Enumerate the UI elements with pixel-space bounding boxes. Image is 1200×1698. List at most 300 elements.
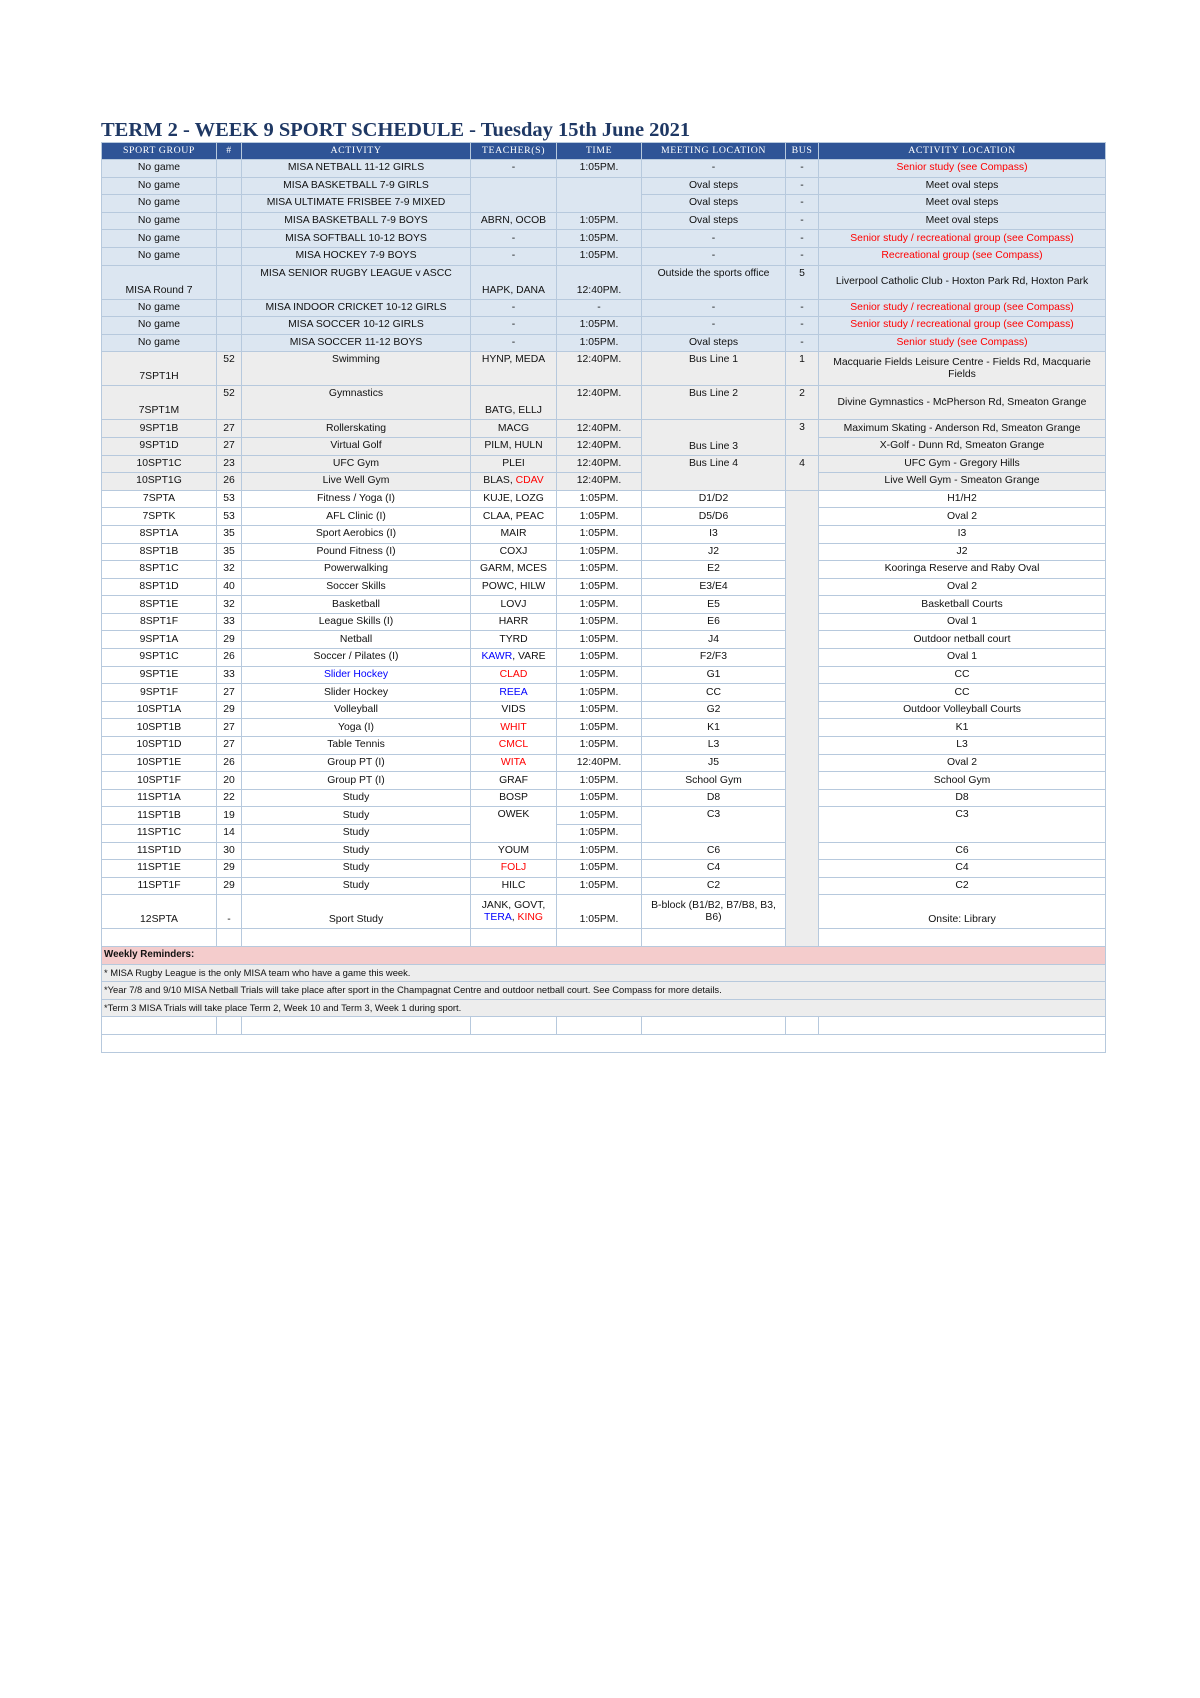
- empty-cell: [242, 1017, 471, 1035]
- time-cell: 1:05PM.: [557, 807, 642, 825]
- teacher-cell: GRAF: [471, 772, 557, 790]
- activity-cell: Yoga (I): [242, 719, 471, 737]
- sport-group-cell: 9SPT1D: [102, 437, 217, 455]
- teacher-cell: HILC: [471, 877, 557, 895]
- sport-group-cell: 8SPT1D: [102, 578, 217, 596]
- meeting-cell: E5: [642, 596, 786, 614]
- count-cell: 14: [217, 825, 242, 843]
- reminder-note: *Term 3 MISA Trials will take place Term 2, Week 10 and Term 3, Week 1 during sport.: [102, 999, 1106, 1017]
- time-cell: 1:05PM.: [557, 684, 642, 702]
- teacher-cell: LOVJ: [471, 596, 557, 614]
- teacher-code: JANK, GOVT,: [481, 899, 546, 911]
- meeting-cell: CC: [642, 684, 786, 702]
- table-row: [102, 525, 1106, 543]
- activity-location-cell: Kooringa Reserve and Raby Oval: [819, 561, 1106, 579]
- count-cell: 40: [217, 578, 242, 596]
- table-row: [102, 543, 1106, 561]
- table-row: [102, 473, 1106, 491]
- meeting-cell: -: [642, 230, 786, 248]
- table-row: [102, 877, 1106, 895]
- activity-cell: Basketball: [242, 596, 471, 614]
- activity-cell: Slider Hockey: [242, 666, 471, 684]
- time-cell: 1:05PM.: [557, 842, 642, 860]
- meeting-cell: C4: [642, 860, 786, 878]
- count-cell: -: [217, 895, 242, 929]
- count-cell: 52: [217, 386, 242, 420]
- table-row: [102, 317, 1106, 335]
- time-cell: 1:05PM.: [557, 543, 642, 561]
- activity-location-cell: Oval 2: [819, 754, 1106, 772]
- activity-location-cell: Senior study (see Compass): [819, 160, 1106, 178]
- activity-cell: MISA SOFTBALL 10-12 BOYS: [242, 230, 471, 248]
- sport-group-cell: 12SPTA: [102, 895, 217, 929]
- activity-location-cell: Onsite: Library: [819, 895, 1106, 929]
- table-row: [102, 666, 1106, 684]
- table-row: [102, 578, 1106, 596]
- sport-group-cell: 10SPT1D: [102, 737, 217, 755]
- table-row: [102, 860, 1106, 878]
- meeting-cell: J4: [642, 631, 786, 649]
- col-header-activity: ACTIVITY: [242, 143, 471, 160]
- sport-group-cell: No game: [102, 230, 217, 248]
- activity-cell: Sport Aerobics (I): [242, 525, 471, 543]
- count-cell: 27: [217, 684, 242, 702]
- sport-group-cell: No game: [102, 334, 217, 352]
- table-row: [102, 212, 1106, 230]
- sport-group-cell: 9SPT1B: [102, 420, 217, 438]
- activity-location-cell: I3: [819, 525, 1106, 543]
- bus-cell: 1: [786, 352, 819, 386]
- table-row: [102, 334, 1106, 352]
- bus-cell: -: [786, 160, 819, 178]
- reminder-row: [102, 964, 1106, 982]
- activity-location-cell: Senior study / recreational group (see Compass): [819, 230, 1106, 248]
- activity-cell: Study: [242, 807, 471, 825]
- activity-location-cell: J2: [819, 543, 1106, 561]
- sport-group-cell: 8SPT1E: [102, 596, 217, 614]
- time-cell: 1:05PM.: [557, 877, 642, 895]
- time-cell: 12:40PM.: [557, 437, 642, 455]
- reminder-note: *Year 7/8 and 9/10 MISA Netball Trials will take place after sport in the Champagnat Centre and outdoor netball court. See Compass for more details.: [102, 982, 1106, 1000]
- count-cell: 53: [217, 490, 242, 508]
- count-cell: [217, 265, 242, 299]
- bus-cell: -: [786, 247, 819, 265]
- activity-cell: Study: [242, 789, 471, 807]
- schedule-table: [101, 142, 1106, 1053]
- activity-cell: Fitness / Yoga (I): [242, 490, 471, 508]
- meeting-cell: Oval steps: [642, 212, 786, 230]
- table-row: [102, 895, 1106, 929]
- table-row: [102, 177, 1106, 195]
- teacher-cell: POWC, HILW: [471, 578, 557, 596]
- sport-group-cell: MISA Round 7: [102, 265, 217, 299]
- activity-location-cell: CC: [819, 684, 1106, 702]
- bus-cell: -: [786, 195, 819, 213]
- teacher-cell: TYRD: [471, 631, 557, 649]
- table-row: [102, 230, 1106, 248]
- teacher-cell: HAPK, DANA: [471, 265, 557, 299]
- activity-cell: Powerwalking: [242, 561, 471, 579]
- sport-group-cell: 10SPT1A: [102, 701, 217, 719]
- count-cell: [217, 230, 242, 248]
- activity-cell: Table Tennis: [242, 737, 471, 755]
- activity-cell: Study: [242, 842, 471, 860]
- empty-cell: [557, 929, 642, 947]
- activity-cell: Soccer / Pilates (I): [242, 649, 471, 667]
- meeting-cell: -: [642, 299, 786, 317]
- sport-group-cell: No game: [102, 317, 217, 335]
- sport-group-cell: No game: [102, 177, 217, 195]
- sport-group-cell: 11SPT1D: [102, 842, 217, 860]
- activity-location-cell: H1/H2: [819, 490, 1106, 508]
- meeting-cell: Bus Line 2: [642, 386, 786, 420]
- teacher-cell: [471, 473, 557, 491]
- count-cell: 26: [217, 473, 242, 491]
- activity-cell: MISA SOCCER 10-12 GIRLS: [242, 317, 471, 335]
- meeting-cell: School Gym: [642, 772, 786, 790]
- sport-group-cell: No game: [102, 212, 217, 230]
- table-row: [102, 160, 1106, 178]
- time-cell: 12:40PM.: [557, 473, 642, 491]
- empty-cell: [242, 929, 471, 947]
- time-cell: 1:05PM.: [557, 666, 642, 684]
- activity-cell: Rollerskating: [242, 420, 471, 438]
- meeting-cell: F2/F3: [642, 649, 786, 667]
- time-cell: 1:05PM.: [557, 247, 642, 265]
- activity-cell: Gymnastics: [242, 386, 471, 420]
- col-header-sport-group: SPORT GROUP: [102, 143, 217, 160]
- sport-group-cell: 8SPT1A: [102, 525, 217, 543]
- empty-cell: [819, 1017, 1106, 1035]
- meeting-cell: J2: [642, 543, 786, 561]
- count-cell: [217, 334, 242, 352]
- time-cell: 1:05PM.: [557, 490, 642, 508]
- sport-group-cell: 10SPT1B: [102, 719, 217, 737]
- time-cell: 12:40PM.: [557, 455, 642, 473]
- teacher-cell: HARR: [471, 613, 557, 631]
- activity-cell: MISA INDOOR CRICKET 10-12 GIRLS: [242, 299, 471, 317]
- table-row: [102, 631, 1106, 649]
- bus-cell: -: [786, 317, 819, 335]
- activity-cell: Volleyball: [242, 701, 471, 719]
- activity-cell: Live Well Gym: [242, 473, 471, 491]
- teacher-code: , VARE: [512, 651, 546, 663]
- teacher-cell: COXJ: [471, 543, 557, 561]
- activity-location-cell: Oval 2: [819, 578, 1106, 596]
- activity-cell: Group PT (I): [242, 772, 471, 790]
- time-cell: 12:40PM.: [557, 386, 642, 420]
- meeting-cell: Bus Line 3: [642, 420, 786, 455]
- activity-cell: Group PT (I): [242, 754, 471, 772]
- meeting-cell: -: [642, 247, 786, 265]
- col-header-meeting-location: MEETING LOCATION: [642, 143, 786, 160]
- table-row: [102, 596, 1106, 614]
- time-cell: 12:40PM.: [557, 265, 642, 299]
- meeting-cell: K1: [642, 719, 786, 737]
- sport-group-cell: 9SPT1C: [102, 649, 217, 667]
- meeting-cell: I3: [642, 525, 786, 543]
- count-cell: 29: [217, 631, 242, 649]
- empty-row: [102, 1017, 1106, 1035]
- activity-cell: MISA BASKETBALL 7-9 GIRLS: [242, 177, 471, 195]
- sport-group-cell: 9SPT1E: [102, 666, 217, 684]
- count-cell: 27: [217, 420, 242, 438]
- activity-location-cell: Recreational group (see Compass): [819, 247, 1106, 265]
- activity-cell: MISA HOCKEY 7-9 BOYS: [242, 247, 471, 265]
- meeting-cell: C2: [642, 877, 786, 895]
- time-cell: 1:05PM.: [557, 860, 642, 878]
- meeting-cell: G2: [642, 701, 786, 719]
- teacher-cell: -: [471, 317, 557, 335]
- activity-cell: Swimming: [242, 352, 471, 386]
- empty-cell: [642, 1017, 786, 1035]
- activity-cell: Soccer Skills: [242, 578, 471, 596]
- count-cell: [217, 247, 242, 265]
- page-title: TERM 2 - WEEK 9 SPORT SCHEDULE - Tuesday 15th June 2021: [101, 119, 691, 141]
- time-cell: 1:05PM.: [557, 895, 642, 929]
- count-cell: 26: [217, 649, 242, 667]
- table-row: [102, 455, 1106, 473]
- count-cell: 27: [217, 437, 242, 455]
- header-row: [102, 143, 1106, 160]
- time-cell: 12:40PM.: [557, 754, 642, 772]
- time-cell: 1:05PM.: [557, 719, 642, 737]
- activity-location-cell: Oval 1: [819, 613, 1106, 631]
- activity-location-cell: C4: [819, 860, 1106, 878]
- table-row: [102, 561, 1106, 579]
- empty-row: [102, 1034, 1106, 1052]
- activity-location-cell: Oval 1: [819, 649, 1106, 667]
- meeting-cell: E2: [642, 561, 786, 579]
- meeting-cell: -: [642, 160, 786, 178]
- sport-group-cell: No game: [102, 299, 217, 317]
- count-cell: [217, 299, 242, 317]
- sport-group-cell: 11SPT1E: [102, 860, 217, 878]
- sport-group-cell: 10SPT1E: [102, 754, 217, 772]
- activity-location-cell: Meet oval steps: [819, 212, 1106, 230]
- teacher-cell: PLEI: [471, 455, 557, 473]
- empty-cell: [819, 929, 1106, 947]
- activity-location-cell: Outdoor Volleyball Courts: [819, 701, 1106, 719]
- activity-location-cell: C2: [819, 877, 1106, 895]
- teacher-cell: FOLJ: [471, 860, 557, 878]
- table-row: [102, 842, 1106, 860]
- sport-group-cell: No game: [102, 160, 217, 178]
- sport-group-cell: 10SPT1C: [102, 455, 217, 473]
- meeting-cell: G1: [642, 666, 786, 684]
- meeting-cell: C6: [642, 842, 786, 860]
- table-row: [102, 929, 1106, 947]
- bus-cell: -: [786, 212, 819, 230]
- meeting-cell: E6: [642, 613, 786, 631]
- teacher-cell: MAIR: [471, 525, 557, 543]
- sport-group-cell: 9SPT1F: [102, 684, 217, 702]
- time-cell: 1:05PM.: [557, 789, 642, 807]
- count-cell: 27: [217, 737, 242, 755]
- teacher-code-highlight: TERA: [484, 911, 512, 923]
- count-cell: [217, 317, 242, 335]
- empty-cell: [471, 929, 557, 947]
- count-cell: [217, 195, 242, 213]
- activity-location-cell: L3: [819, 737, 1106, 755]
- time-cell: 1:05PM.: [557, 631, 642, 649]
- empty-cell: [102, 1034, 1106, 1052]
- activity-location-cell: Outdoor netball court: [819, 631, 1106, 649]
- empty-cell: [217, 1017, 242, 1035]
- time-cell: 1:05PM.: [557, 334, 642, 352]
- table-row: [102, 754, 1106, 772]
- sport-group-cell: 10SPT1F: [102, 772, 217, 790]
- bus-cell: 3: [786, 420, 819, 455]
- count-cell: 22: [217, 789, 242, 807]
- col-header-teachers: TEACHER(S): [471, 143, 557, 160]
- teacher-cell: CLAA, PEAC: [471, 508, 557, 526]
- bus-cell: -: [786, 299, 819, 317]
- activity-location-cell: C6: [819, 842, 1106, 860]
- time-cell: 1:05PM.: [557, 230, 642, 248]
- activity-location-cell: UFC Gym - Gregory Hills: [819, 455, 1106, 473]
- col-header-activity-location: ACTIVITY LOCATION: [819, 143, 1106, 160]
- table-row: [102, 772, 1106, 790]
- count-cell: 52: [217, 352, 242, 386]
- sport-group-cell: 11SPT1B: [102, 807, 217, 825]
- empty-cell: [642, 929, 786, 947]
- meeting-cell: J5: [642, 754, 786, 772]
- time-cell: 1:05PM.: [557, 649, 642, 667]
- empty-cell: [557, 1017, 642, 1035]
- count-cell: 26: [217, 754, 242, 772]
- activity-cell: MISA NETBALL 11-12 GIRLS: [242, 160, 471, 178]
- teacher-cell: KUJE, LOZG: [471, 490, 557, 508]
- count-cell: 29: [217, 877, 242, 895]
- count-cell: [217, 212, 242, 230]
- teacher-cell: OWEK: [471, 807, 557, 842]
- teacher-code-highlight: KAWR: [481, 651, 513, 663]
- teacher-code-highlight: CDAV: [515, 475, 544, 487]
- meeting-cell: -: [642, 317, 786, 335]
- sport-group-cell: 7SPTA: [102, 490, 217, 508]
- teacher-cell: GARM, MCES: [471, 561, 557, 579]
- teacher-cell: ABRN, OCOB: [471, 212, 557, 230]
- teacher-cell: HYNP, MEDA: [471, 352, 557, 386]
- table-row: [102, 719, 1106, 737]
- teacher-cell: WHIT: [471, 719, 557, 737]
- col-header-number: #: [217, 143, 242, 160]
- teacher-cell: PILM, HULN: [471, 437, 557, 455]
- activity-cell: Pound Fitness (I): [242, 543, 471, 561]
- activity-location-cell: Senior study / recreational group (see Compass): [819, 317, 1106, 335]
- teacher-cell: REEA: [471, 684, 557, 702]
- count-cell: 33: [217, 666, 242, 684]
- reminder-row: [102, 982, 1106, 1000]
- meeting-cell: B-block (B1/B2, B7/B8, B3, B6): [642, 895, 786, 929]
- activity-location-cell: Divine Gymnastics - McPherson Rd, Smeaton Grange: [819, 386, 1106, 420]
- table-row: [102, 684, 1106, 702]
- activity-cell: Study: [242, 825, 471, 843]
- table-row: [102, 437, 1106, 455]
- sport-group-cell: 7SPT1M: [102, 386, 217, 420]
- activity-location-cell: Oval 2: [819, 508, 1106, 526]
- meeting-cell: Oval steps: [642, 334, 786, 352]
- time-cell: 1:05PM.: [557, 525, 642, 543]
- count-cell: 19: [217, 807, 242, 825]
- sport-group-cell: No game: [102, 247, 217, 265]
- count-cell: 32: [217, 561, 242, 579]
- activity-cell: Sport Study: [242, 895, 471, 929]
- empty-cell: [786, 1017, 819, 1035]
- empty-cell: [471, 1017, 557, 1035]
- teacher-cell: [471, 177, 557, 212]
- time-cell: 1:05PM.: [557, 701, 642, 719]
- sport-group-cell: 10SPT1G: [102, 473, 217, 491]
- table-row: [102, 737, 1106, 755]
- teacher-cell: CMCL: [471, 737, 557, 755]
- sport-group-cell: 11SPT1A: [102, 789, 217, 807]
- count-cell: 23: [217, 455, 242, 473]
- time-cell: 12:40PM.: [557, 420, 642, 438]
- table-row: [102, 265, 1106, 299]
- empty-cell: [102, 929, 217, 947]
- teacher-cell: -: [471, 160, 557, 178]
- meeting-cell: D1/D2: [642, 490, 786, 508]
- table-row: [102, 701, 1106, 719]
- table-row: [102, 789, 1106, 807]
- table-row: [102, 386, 1106, 420]
- bus-cell: -: [786, 230, 819, 248]
- teacher-cell: -: [471, 334, 557, 352]
- teacher-cell: [471, 895, 557, 929]
- reminders-heading-row: [102, 946, 1106, 964]
- activity-location-cell: School Gym: [819, 772, 1106, 790]
- teacher-cell: -: [471, 230, 557, 248]
- table-row: [102, 508, 1106, 526]
- reminder-note: * MISA Rugby League is the only MISA team who have a game this week.: [102, 964, 1106, 982]
- meeting-cell: Bus Line 4: [642, 455, 786, 490]
- count-cell: 20: [217, 772, 242, 790]
- table-row: [102, 352, 1106, 386]
- meeting-cell: D5/D6: [642, 508, 786, 526]
- activity-cell: MISA BASKETBALL 7-9 BOYS: [242, 212, 471, 230]
- activity-location-cell: Liverpool Catholic Club - Hoxton Park Rd, Hoxton Park: [819, 265, 1106, 299]
- sport-group-cell: 7SPTK: [102, 508, 217, 526]
- count-cell: 32: [217, 596, 242, 614]
- time-cell: 1:05PM.: [557, 772, 642, 790]
- meeting-cell: Bus Line 1: [642, 352, 786, 386]
- time-cell: 1:05PM.: [557, 596, 642, 614]
- activity-cell: Netball: [242, 631, 471, 649]
- sport-group-cell: 8SPT1C: [102, 561, 217, 579]
- meeting-cell: Oval steps: [642, 195, 786, 213]
- bus-cell: -: [786, 334, 819, 352]
- activity-location-cell: X-Golf - Dunn Rd, Smeaton Grange: [819, 437, 1106, 455]
- col-header-time: TIME: [557, 143, 642, 160]
- activity-location-cell: Live Well Gym - Smeaton Grange: [819, 473, 1106, 491]
- meeting-cell: L3: [642, 737, 786, 755]
- time-cell: [557, 177, 642, 212]
- activity-cell: Study: [242, 860, 471, 878]
- count-cell: 33: [217, 613, 242, 631]
- count-cell: [217, 177, 242, 195]
- activity-cell: UFC Gym: [242, 455, 471, 473]
- activity-cell: AFL Clinic (I): [242, 508, 471, 526]
- bus-cell: [786, 490, 819, 946]
- table-row: [102, 420, 1106, 438]
- activity-cell: MISA ULTIMATE FRISBEE 7-9 MIXED: [242, 195, 471, 213]
- activity-location-cell: CC: [819, 666, 1106, 684]
- meeting-cell: C3: [642, 807, 786, 842]
- bus-cell: 4: [786, 455, 819, 490]
- time-cell: 1:05PM.: [557, 613, 642, 631]
